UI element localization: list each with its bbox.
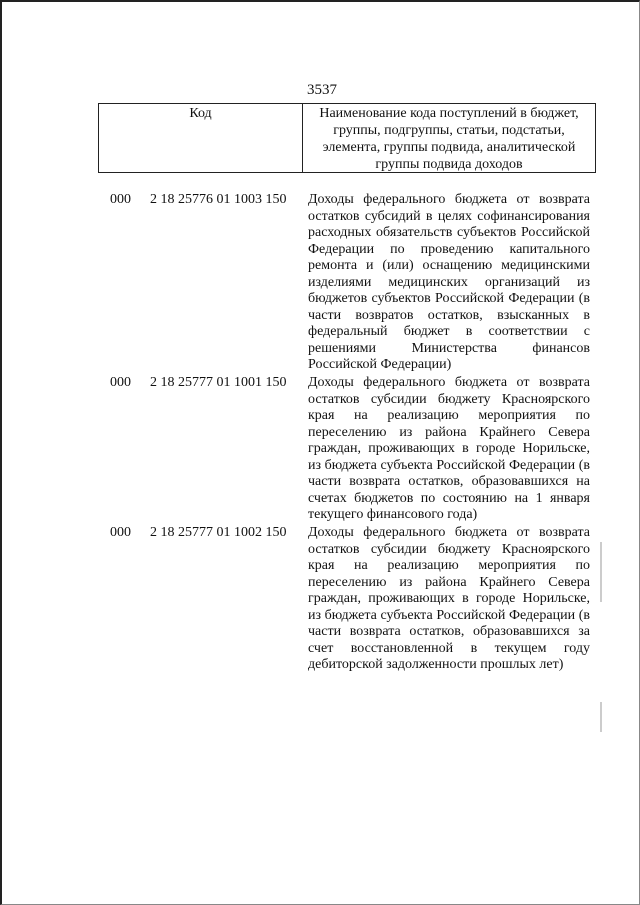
admin-code: 000 (110, 375, 131, 390)
header-code-column: Код (99, 104, 303, 172)
header-name-column: Наименование кода поступлений в бюджет, группы, подгруппы, статьи, подстатьи, элемента, группы подвида, аналитической группы подвида доходов (319, 106, 579, 172)
admin-code: 000 (110, 525, 131, 540)
revenue-description: Доходы федерального бюджета от возврата остатков субсидий в целях софинансирования расходных обязательств субъектов Российской Федерации по проведению капитального ремонта и (или) оснащению медицинскими изделиями медицинских организаций из бюджетов субъектов Российской Федерации (в части возвратов остатков, взысканных в федеральный бюджет в соответствии с решениями Министерства финансов Российской Федерации) (308, 192, 590, 372)
scan-artifact (600, 542, 602, 602)
revenue-code: 2 18 25777 01 1001 150 (150, 375, 287, 390)
revenue-description: Доходы федерального бюджета от возврата остатков субсидии бюджету Красноярского края на реализацию мероприятия по переселению из района Крайнего Севера граждан, проживающих в городе Норильске, из бюджета субъекта Российской Федерации (в части возврата остатков, образовавшихся на счетах бюджетов по состоянию на 1 января текущего финансового года) (308, 375, 590, 522)
page-number: 3537 (307, 82, 337, 98)
admin-code: 000 (110, 192, 131, 207)
table-header (98, 103, 596, 173)
revenue-description: Доходы федерального бюджета от возврата остатков субсидии бюджету Красноярского края на реализацию мероприятия по переселению из района Крайнего Севера граждан, проживающих в городе Норильске, из бюджета субъекта Российской Федерации (в части возврата остатков, образовавшихся за счет восстановленной в текущем году дебиторской задолженности прошлых лет) (308, 525, 590, 672)
scan-artifact (600, 702, 602, 732)
revenue-code: 2 18 25776 01 1003 150 (150, 192, 287, 207)
revenue-code: 2 18 25777 01 1002 150 (150, 525, 287, 540)
